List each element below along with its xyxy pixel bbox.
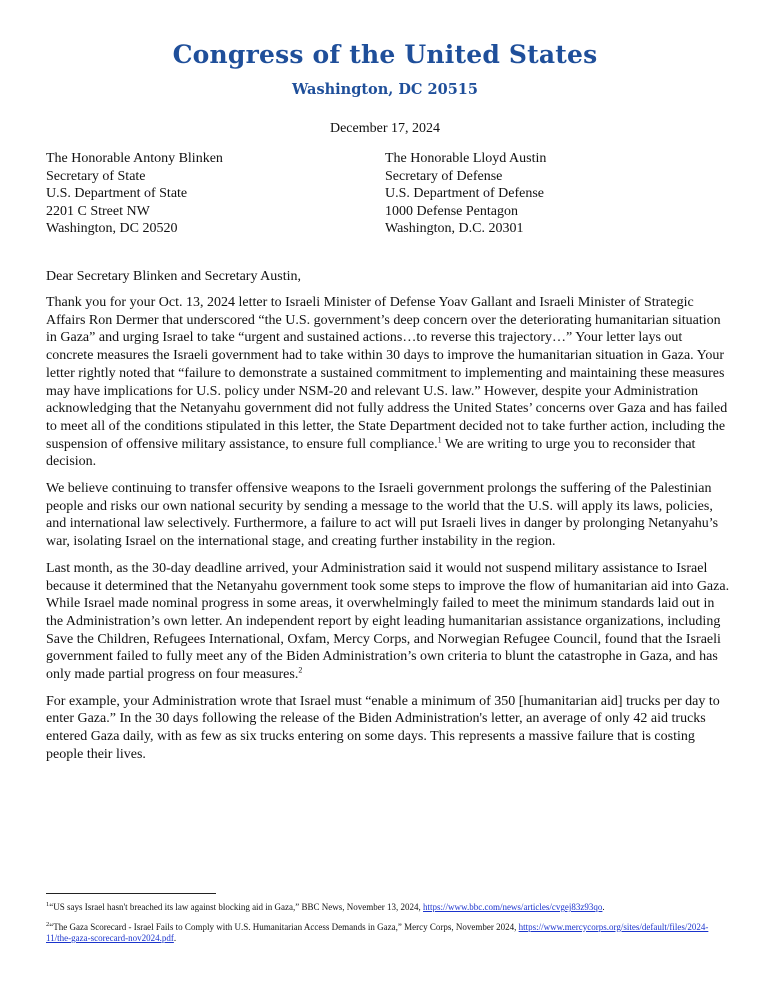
recipient-right-city: Washington, D.C. 20301 xyxy=(385,221,524,237)
letter-body xyxy=(46,294,730,773)
recipient-right-department: U.S. Department of Defense xyxy=(385,186,545,202)
recipient-address-right xyxy=(385,150,546,238)
recipient-address-left xyxy=(46,150,223,238)
footnote-1-link[interactable]: https://www.bbc.com/news/articles/cvgej83z93qo xyxy=(423,902,603,912)
recipient-left-title: Secretary of State xyxy=(46,168,146,184)
footnote-1 xyxy=(46,902,730,914)
footnote-1-end: . xyxy=(602,902,605,912)
paragraph-2-text: We believe continuing to transfer offensive weapons to the Israeli government prolongs the suffering of the Palestinian people and risks our own national security by sending a message to the world that the U.S. will apply its laws, policies, and international law selectively. Furthermore, a failure to act will put Israeli lives in danger by prolonging Netanyahu’s war, isolating Israel on the international stage, and creating further instability in the region. xyxy=(46,481,719,550)
recipient-left-name: The Honorable Antony Blinken xyxy=(46,151,223,166)
footnote-ref-2[interactable]: 2 xyxy=(298,665,303,675)
salutation: Dear Secretary Blinken and Secretary Austin, xyxy=(46,269,302,284)
recipient-left-department: U.S. Department of State xyxy=(46,186,188,202)
footnote-2-number: 2 xyxy=(46,920,50,928)
letterhead-title: Congress of the United States xyxy=(172,40,598,69)
recipient-right-street: 1000 Defense Pentagon xyxy=(385,203,518,219)
body-paragraph-4 xyxy=(46,693,730,764)
recipient-right-name: The Honorable Lloyd Austin xyxy=(385,151,547,166)
footnote-divider xyxy=(46,893,216,894)
footnote-1-text: “US says Israel hasn't breached its law against blocking aid in Gaza,” BBC News, November 13, 2024, xyxy=(49,902,424,912)
letter-date: December 17, 2024 xyxy=(329,121,441,136)
paragraph-3-text: Last month, as the 30-day deadline arrived, your Administration said it would not suspend military assistance to Israel because it determined that the Netanyahu government took some steps to improve the flow of humanitarian aid into Gaza. While Israel made nominal progress in some areas, it overwhelmingly failed to meet the minimum standards laid out in the Administration’s own letter. An independent report by eight leading humanitarian assistance organizations, including Save the Children, Refugees International, Oxfam, Mercy Corps, and Norwegian Refugee Council, found that the Israeli government failed to fully meet any of the Biden Administration’s own criteria to blunt the catastrophe in Gaza, and has only made partial progress on four measures. xyxy=(46,560,730,683)
recipient-left-city: Washington, DC 20520 xyxy=(46,221,178,237)
paragraph-4-text: For example, your Administration wrote that Israel must “enable a minimum of 350 [humanitarian aid] trucks per day to enter Gaza.” In the 30 days following the release of the Biden Administration's letter, an average of only 42 aid trucks entered Gaza daily, with as few as six trucks entering on some days. This represents a massive failure that is costing people their lives. xyxy=(46,693,720,762)
recipient-right-title: Secretary of Defense xyxy=(385,168,503,184)
letterhead-subtitle: Washington, DC 20515 xyxy=(292,81,478,98)
body-paragraph-1 xyxy=(46,294,730,471)
body-paragraph-3 xyxy=(46,560,730,684)
paragraph-1-tail: We are writing to urge you to reconsider that decision. xyxy=(46,436,696,470)
footnote-2-text: “The Gaza Scorecard - Israel Fails to Comply with U.S. Humanitarian Access Demands in Gaza,” Mercy Corps, November 2024, xyxy=(49,921,519,932)
footnote-ref-1[interactable]: 1 xyxy=(437,434,442,444)
footnote-2 xyxy=(46,922,730,945)
recipient-left-street: 2201 C Street NW xyxy=(46,203,150,219)
footnotes xyxy=(46,902,730,953)
footnote-1-number: 1 xyxy=(46,901,50,908)
footnote-2-end: . xyxy=(173,933,177,943)
body-paragraph-2 xyxy=(46,480,730,551)
paragraph-1-text: Thank you for your Oct. 13, 2024 letter to Israeli Minister of Defense Yoav Gallant and Israeli Minister of Strategic Affairs Ron Dermer that underscored “the U.S. government’s deep concern over the deteriorating humanitarian situation in Gaza” and urging Israel to take “urgent and sustained actions…to reverse this trajectory…” Your letter lays out concrete measures the Israeli government had to take within 30 days to improve the humanitarian situation in Gaza. Your letter rightly noted that “failure to demonstrate a sustained commitment to implementing and maintaining these measures may have implications for U.S. policy under NSM-20 and relevant U.S. law.” However, despite your Administration acknowledging that the Netanyahu government did not fully address the United States’ concerns over Gaza and has failed to meet all of the conditions stipulated in this letter, the State Department decided not to take further action, including the suspension of offensive military assistance, to ensure full compliance. xyxy=(46,295,728,452)
footnote-2-link[interactable]: https://www.mercycorps.org/sites/default/files/2024-11/the-gaza-scorecard-nov2024.pdf xyxy=(46,921,709,943)
